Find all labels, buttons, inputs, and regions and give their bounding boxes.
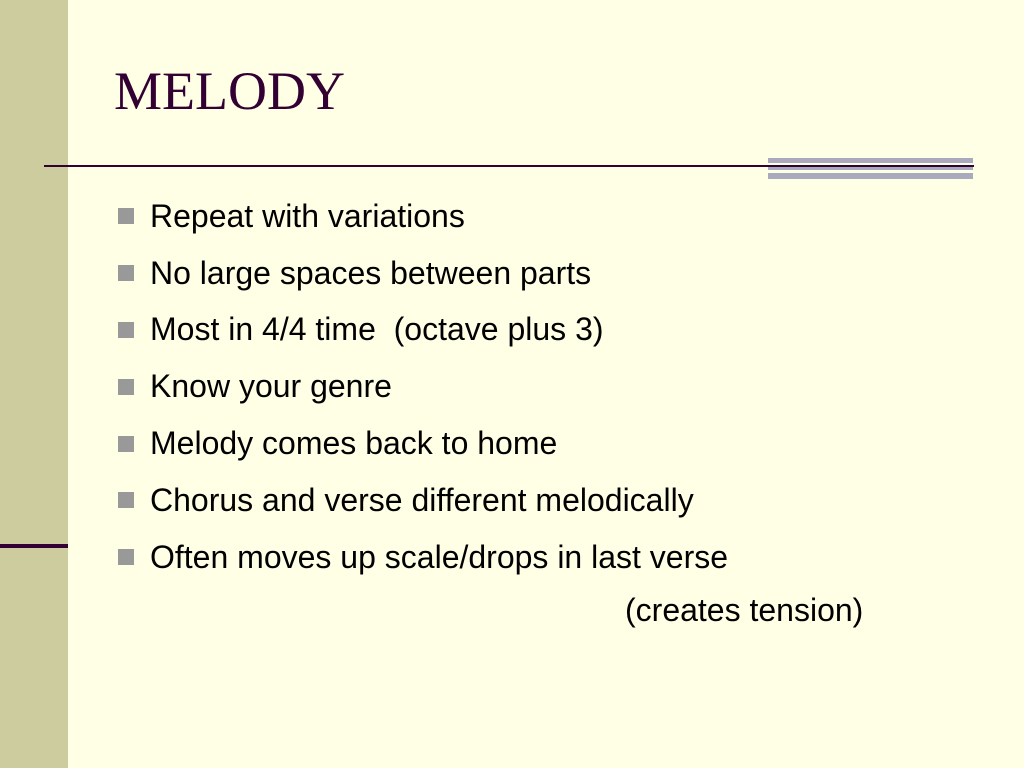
bullet-item <box>118 472 998 529</box>
square-bullet-icon <box>118 322 134 338</box>
bullet-item <box>118 302 998 359</box>
bullet-item <box>118 188 998 245</box>
bullet-item <box>118 245 998 302</box>
bullet-text: Often moves up scale/drops in last verse <box>150 538 729 575</box>
bullet-item <box>118 415 998 472</box>
square-bullet-icon <box>118 379 134 395</box>
bullet-text: Most in 4/4 time (octave plus 3) <box>150 311 604 348</box>
left-accent-line <box>0 544 68 548</box>
bullet-list <box>118 188 998 586</box>
bullet-text: Know your genre <box>150 368 392 405</box>
bullet-text: No large spaces between parts <box>150 254 592 291</box>
bullet-text: Chorus and verse different melodically <box>150 481 694 518</box>
square-bullet-icon <box>118 265 134 281</box>
square-bullet-icon <box>118 208 134 224</box>
bullet-item <box>118 529 998 586</box>
square-bullet-icon <box>118 436 134 452</box>
square-bullet-icon <box>118 549 134 565</box>
bullet-text: Repeat with variations <box>150 197 465 234</box>
bullet-text: Melody comes back to home <box>150 425 558 462</box>
square-bullet-icon <box>118 492 134 508</box>
divider-accent-bars <box>768 158 973 179</box>
bullet-continuation-text: (creates tension) <box>625 592 864 628</box>
left-decorative-band <box>0 0 68 768</box>
slide-title: MELODY <box>114 61 345 121</box>
bullet-item <box>118 358 998 415</box>
